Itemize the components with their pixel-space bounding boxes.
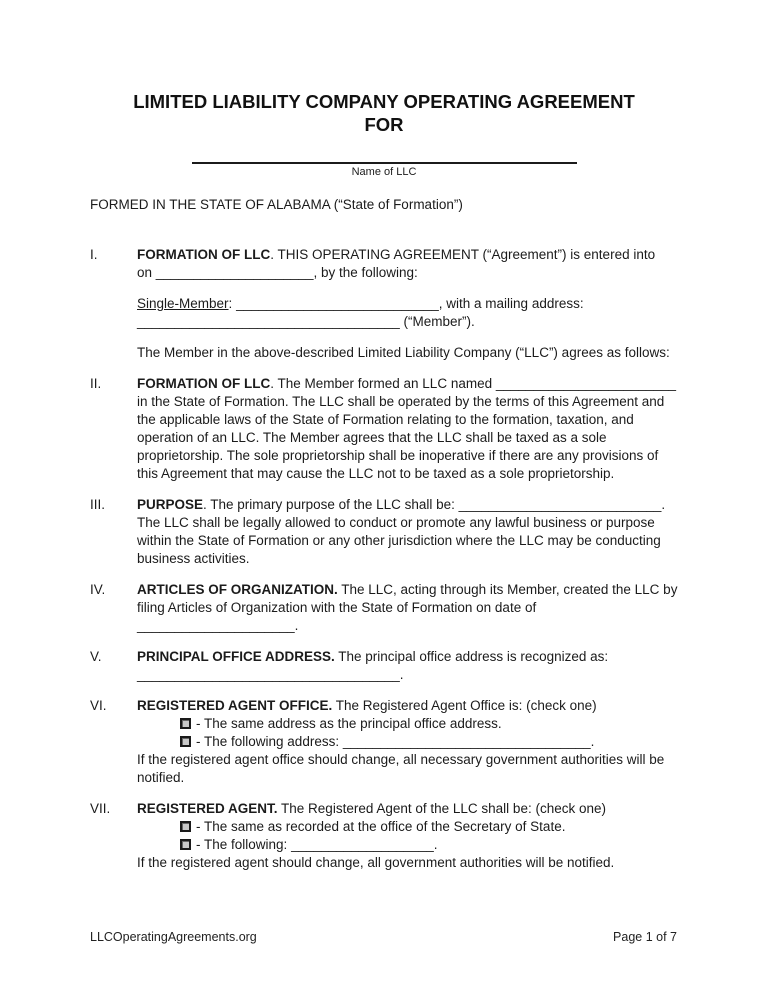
agreement-date-blank: _____________________: [155, 265, 314, 280]
section-paragraph: [137, 375, 678, 483]
single-member-paragraph: [137, 295, 678, 331]
section-numeral: VI.: [90, 698, 107, 713]
section-purpose: [90, 496, 678, 568]
checkbox-icon[interactable]: [180, 736, 191, 747]
intro-text: on: [137, 265, 156, 280]
section-heading: PURPOSE: [137, 497, 204, 512]
section-heading: ARTICLES OF ORGANIZATION.: [137, 582, 338, 597]
member-name-blank: ___________________________: [236, 296, 439, 311]
section-note: If the registered agent should change, all government authorities will be notified.: [137, 855, 615, 870]
llc-name-blank-line: [192, 150, 577, 164]
section-articles-of-organization: [90, 581, 678, 635]
section-paragraph: [137, 648, 678, 684]
agent-name-blank: ___________________: [291, 837, 434, 852]
section-note: If the registered agent office should change, all necessary government authorities will be notified.: [137, 752, 665, 785]
mailing-address-blank: ___________________________________: [137, 314, 400, 329]
section-text: .: [661, 497, 666, 512]
checkbox-icon[interactable]: [180, 821, 191, 832]
section-paragraph: [137, 800, 678, 818]
member-type-label: Single-Member: [137, 296, 229, 311]
section-heading: PRINCIPAL OFFICE ADDRESS.: [137, 649, 335, 664]
office-address-blank: ___________________________________: [137, 667, 400, 682]
purpose-blank: ___________________________: [458, 497, 662, 512]
section-principal-office-address: [90, 648, 678, 684]
section-text: .: [294, 618, 299, 633]
option-same-as-principal-office: [137, 715, 678, 733]
member-text: (“Member”).: [399, 314, 475, 329]
agent-office-address-blank: _________________________________: [342, 734, 591, 749]
document-title: [90, 90, 678, 136]
checkbox-icon[interactable]: [180, 718, 191, 729]
intro-text: , by the following:: [313, 265, 418, 280]
section-paragraph: [137, 697, 678, 715]
section-text: . The primary purpose of the LLC shall be:: [203, 497, 459, 512]
section-numeral: III.: [90, 497, 106, 512]
section-text: The principal office address is recognized as:: [334, 649, 609, 664]
section-intro-paragraph: [137, 246, 678, 282]
section-text: in the State of Formation. The LLC shall be operated by the terms of this Agreement and the applicable laws of the State of Formation relating to the formation, taxation, and operation of an LLC. The Member agrees that the LLC shall be taxed as a sole proprietorship. The sole proprietorship shall be inoperative if there are any provisions of this Agreement that may cause the LLC not to be taxed as a sole proprietorship.: [137, 394, 665, 481]
title-line1: LIMITED LIABILITY COMPANY OPERATING AGREEMENT: [133, 91, 635, 112]
checkbox-icon[interactable]: [180, 839, 191, 850]
section-heading: REGISTERED AGENT.: [137, 801, 278, 816]
filing-date-blank: _____________________: [137, 618, 295, 633]
llc-name-label: Name of LLC: [351, 166, 417, 178]
section-heading: FORMATION OF LLC: [137, 247, 271, 262]
member-text: , with a mailing address:: [438, 296, 584, 311]
section-text: The LLC, acting through its Member, created the LLC by filing Articles of Organization with the State of Formation on date of: [137, 582, 678, 615]
section-paragraph: [137, 496, 678, 568]
section-formation-of-llc-2: [90, 375, 678, 483]
option-following-agent: [137, 836, 678, 854]
section-text: The Registered Agent Office is: (check one): [332, 698, 597, 713]
section-numeral: IV.: [90, 582, 106, 597]
section-heading: FORMATION OF LLC: [137, 376, 271, 391]
title-line2: FOR: [364, 114, 404, 135]
page-footer: [90, 929, 677, 945]
section-text: .: [399, 667, 404, 682]
section-text: The LLC shall be legally allowed to conduct or promote any lawful business or purpose within the State of Formation or any other jurisdiction where the LLC may be conducting business activities.: [137, 515, 661, 566]
section-registered-agent-office: [90, 697, 678, 787]
section-text: The Registered Agent of the LLC shall be: (check one): [277, 801, 606, 816]
agreement-clause: The Member in the above-described Limited Liability Company (“LLC”) agrees as follows:: [137, 345, 670, 360]
formed-statement: FORMED IN THE STATE OF ALABAMA (“State of Formation”): [90, 197, 463, 212]
section-heading: REGISTERED AGENT OFFICE.: [137, 698, 333, 713]
llc-name-block: [192, 150, 577, 179]
llc-name-blank: ________________________: [495, 376, 677, 391]
option-label: - The same as recorded at the office of the Secretary of State.: [196, 819, 566, 834]
option-label: - The following:: [196, 837, 292, 852]
footer-page-indicator: Page 1 of 7: [613, 930, 677, 944]
section-registered-agent: [90, 800, 678, 872]
option-label: - The following address:: [196, 734, 343, 749]
section-paragraph: [137, 581, 678, 635]
section-numeral: I.: [90, 247, 98, 262]
section-numeral: VII.: [90, 801, 111, 816]
option-following-address: [137, 733, 678, 751]
section-text: . The Member formed an LLC named: [270, 376, 496, 391]
section-formation-of-llc-1: [90, 246, 678, 362]
intro-text: . THIS OPERATING AGREEMENT (“Agreement”) is entered into: [270, 247, 656, 262]
section-numeral: V.: [90, 649, 102, 664]
option-label: .: [433, 837, 438, 852]
footer-website: LLCOperatingAgreements.org: [90, 930, 257, 944]
member-text: :: [228, 296, 237, 311]
option-label: .: [590, 734, 595, 749]
option-same-as-secretary-of-state: [137, 818, 678, 836]
option-label: - The same address as the principal office address.: [196, 716, 502, 731]
section-numeral: II.: [90, 376, 102, 391]
